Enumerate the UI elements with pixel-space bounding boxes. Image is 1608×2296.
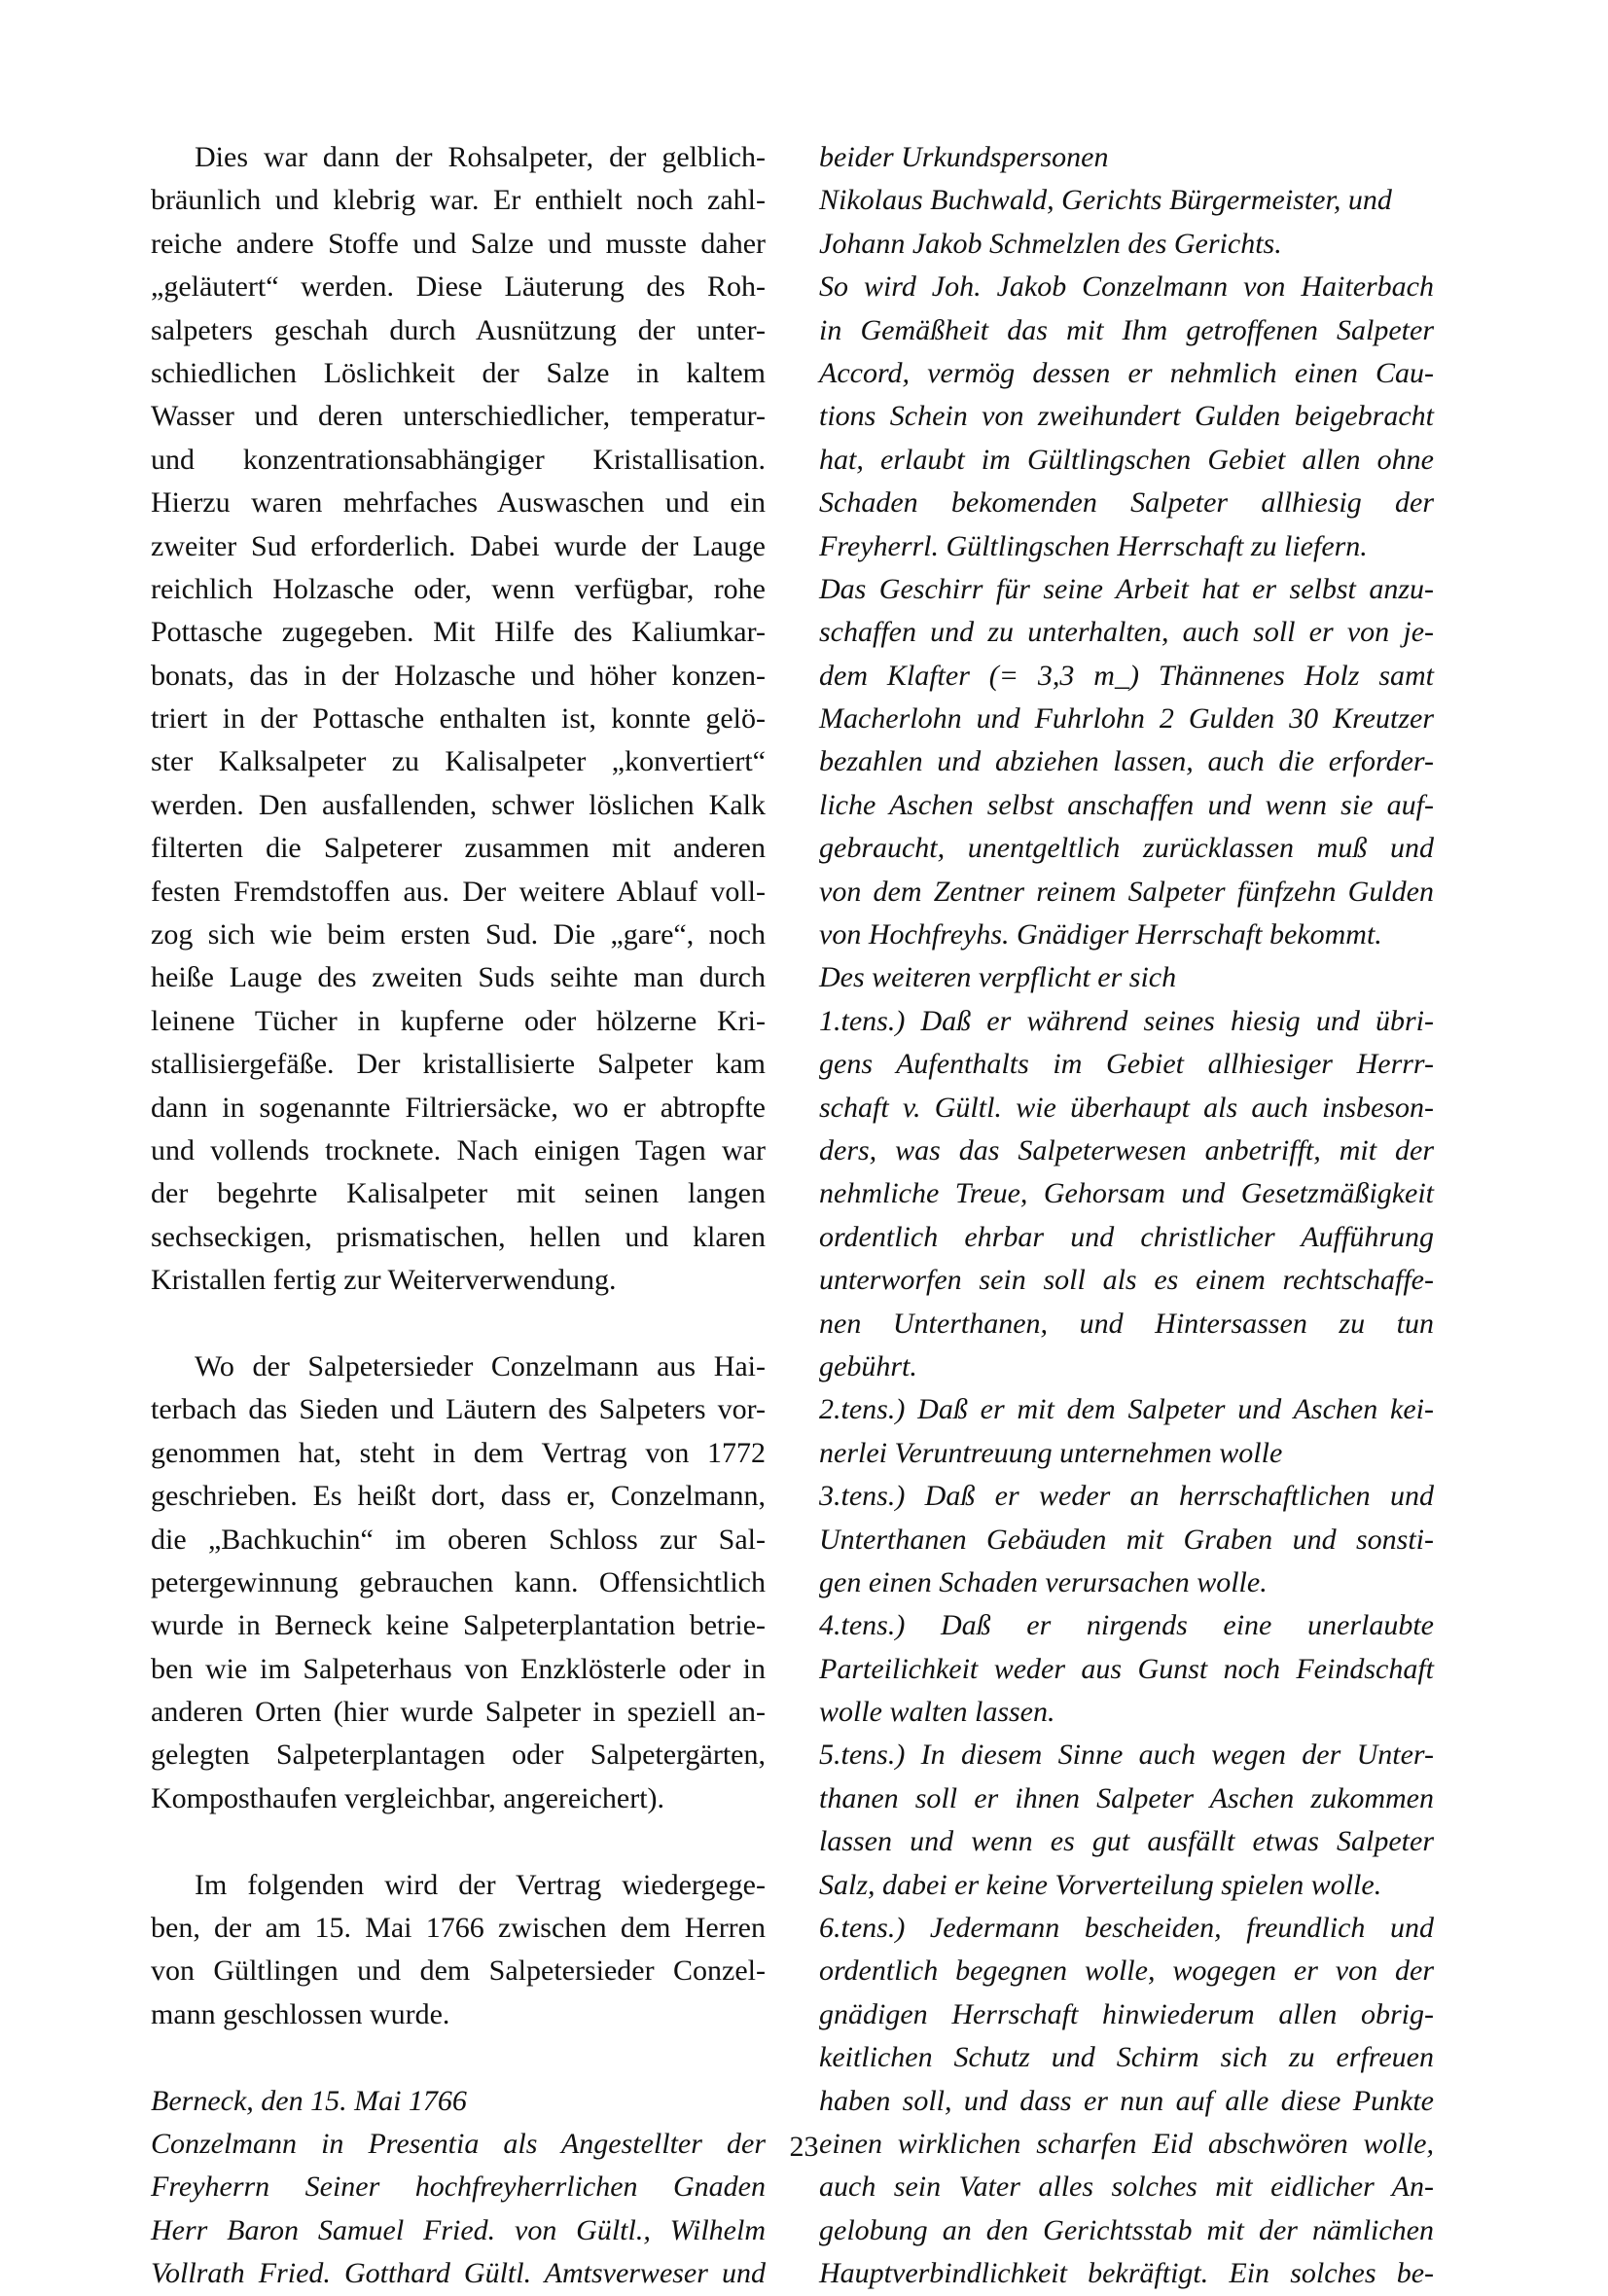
text-line: 3.tens.) Daß er weder an herrschaftlichen und (819, 1480, 1434, 1513)
text-line: petergewinnung gebrauchen kann. Offensichtlich (151, 1565, 766, 1598)
text-line: sechseckigen, prismatischen, hellen und klaren (151, 1220, 766, 1253)
text-line: gebührt. (819, 1349, 917, 1382)
text-line: keitlichen Schutz und Schirm sich zu erfreuen (819, 2041, 1434, 2074)
text-line: werden. Den ausfallenden, schwer löslichen Kalk (151, 788, 766, 821)
text-line: Dies war dann der Rohsalpeter, der gelblich- (195, 141, 766, 173)
text-line: gens Aufenthalts im Gebiet allhiesiger Herrr- (819, 1048, 1434, 1081)
text-line: zweiter Sud erforderlich. Dabei wurde der Lauge (151, 529, 766, 562)
text-line: unterworfen sein soll als es einem rechtschaffe- (819, 1264, 1434, 1297)
text-line: tions Schein von zweihundert Gulden beigebracht (819, 400, 1434, 433)
text-line: Accord, vermög dessen er nehmlich einen Cau- (819, 356, 1434, 389)
text-line: reichlich Holzasche oder, wenn verfügbar, rohe (151, 572, 766, 605)
text-line: gnädigen Herrschaft hinwiederum allen obrig- (819, 1997, 1434, 2030)
text-line: haben soll, und dass er nun auf alle diese Punkte (819, 2084, 1434, 2117)
text-line: filterten die Salpeterer zusammen mit anderen (151, 832, 766, 865)
paragraph-gap (151, 1303, 766, 1345)
text-line: salpeters geschah durch Ausnützung der unter- (151, 313, 766, 346)
text-line: Wasser und deren unterschiedlicher, temperatur- (151, 400, 766, 433)
paragraph-vertrag-intro (151, 1864, 766, 2037)
text-line: gen einen Schaden verursachen wolle. (819, 1565, 1268, 1598)
text-line: Conzelmann in Presentia als Angestellter der (151, 2127, 766, 2160)
text-line: Salz, dabei er keine Vorverteilung spielen wolle. (819, 1868, 1382, 1901)
text-line: nerlei Veruntreuung unternehmen wolle (819, 1436, 1283, 1469)
text-line: ordentlich begegnen wolle, wogegen er von der (819, 1955, 1434, 1988)
text-line: Herr Baron Samuel Fried. von Gültl., Wilhelm (151, 2213, 766, 2246)
text-line: von Hochfreyhs. Gnädiger Herrschaft bekommt. (819, 918, 1382, 951)
text-line: nehmliche Treue, Gehorsam und Gesetzmäßigkeit (819, 1177, 1434, 1210)
text-line: 2.tens.) Daß er mit dem Salpeter und Aschen kei- (819, 1393, 1434, 1426)
text-line: Johann Jakob Schmelzlen des Gerichts. (819, 227, 1282, 260)
text-line: gelegten Salpeterplantagen oder Salpetergärten, (151, 1739, 766, 1772)
text-line: Des weiteren verpflicht er sich (819, 961, 1177, 994)
text-line: „geläutert“ werden. Diese Läuterung des Roh- (151, 270, 766, 304)
text-line: bonats, das in der Holzasche und höher konzen- (151, 659, 766, 692)
text-line: die „Bachkuchin“ im oberen Schloss zur Sal- (151, 1523, 766, 1556)
text-line: Berneck, den 15. Mai 1766 (151, 2084, 467, 2117)
text-line: 5.tens.) In diesem Sinne auch wegen der Unter- (819, 1739, 1434, 1772)
text-line: in Gemäßheit das mit Ihm getroffenen Salpeter (819, 313, 1434, 346)
text-line: schaffen und zu unterhalten, auch soll er von je- (819, 616, 1434, 649)
text-line: liche Aschen selbst anschaffen und wenn sie auf- (819, 788, 1434, 821)
text-line: leinene Tücher in kupferne oder hölzerne Kri- (151, 1004, 766, 1037)
text-line: wolle walten lassen. (819, 1696, 1055, 1729)
text-line: einen wirklichen scharfen Eid abschwören wolle, (819, 2127, 1434, 2160)
text-line: schiedlichen Löslichkeit der Salze in kaltem (151, 356, 766, 389)
text-line: gelobung an den Gerichtsstab mit der nämlichen (819, 2213, 1434, 2246)
right-column (819, 136, 1434, 2296)
text-line: Freyherrl. Gültlingschen Herrschaft zu liefern. (819, 529, 1368, 562)
text-line: auch sein Vater alles solches mit eidlicher An- (819, 2170, 1434, 2204)
text-line: genommen hat, steht in dem Vertrag von 1772 (151, 1436, 766, 1469)
text-line: Vollrath Fried. Gotthard Gültl. Amtsverweser und (151, 2257, 766, 2290)
text-line: gebraucht, unentgeltlich zurücklassen muß und (819, 832, 1434, 865)
text-line: Unterthanen Gebäuden mit Graben und sonsti- (819, 1523, 1434, 1556)
text-line: bezahlen und abziehen lassen, auch die erforder- (819, 745, 1434, 778)
text-line: Im folgenden wird der Vertrag wiedergege- (195, 1868, 766, 1901)
text-line: lassen und wenn es gut ausfällt etwas Salpeter (819, 1825, 1434, 1858)
text-line: nen Unterthanen, und Hintersassen zu tun (819, 1307, 1434, 1340)
text-line: Nikolaus Buchwald, Gerichts Bürgermeister, und (819, 184, 1392, 217)
text-line: Freyherrn Seiner hochfreyherrlichen Gnaden (151, 2170, 766, 2204)
page-number: 23 (789, 2131, 819, 2163)
text-line: ben wie im Salpeterhaus von Enzklösterle oder in (151, 1652, 766, 1685)
text-line: geschrieben. Es heißt dort, dass er, Conzelmann, (151, 1480, 766, 1513)
text-line: Kristallen fertig zur Weiterverwendung. (151, 1264, 617, 1297)
text-line: Parteilichkeit weder aus Gunst noch Feindschaft (819, 1652, 1434, 1685)
text-line: anderen Orten (hier wurde Salpeter in speziell an- (151, 1696, 766, 1729)
text-line: reiche andere Stoffe und Salze und musste daher (151, 227, 766, 260)
text-line: 1.tens.) Daß er während seines hiesig und übri- (819, 1004, 1434, 1037)
text-line: zog sich wie beim ersten Sud. Die „gare“, noch (151, 918, 766, 951)
text-line: und konzentrationsabhängiger Kristallisation. (151, 443, 766, 476)
text-line: wurde in Berneck keine Salpeterplantation betrie- (151, 1609, 766, 1642)
text-line: terbach das Sieden und Läutern des Salpeters vor- (151, 1393, 766, 1426)
text-line: Macherlohn und Fuhrlohn 2 Gulden 30 Kreutzer (819, 702, 1434, 735)
text-line: Schaden bekomenden Salpeter allhiesig der (819, 486, 1434, 520)
text-line: Hauptverbindlichkeit bekräftigt. Ein solches be- (819, 2257, 1434, 2290)
text-line: Pottasche zugegeben. Mit Hilfe des Kaliumkar- (151, 616, 766, 649)
text-line: mann geschlossen wurde. (151, 1997, 450, 2030)
text-line: ordentlich ehrbar und christlicher Aufführung (819, 1220, 1434, 1253)
text-line: der begehrte Kalisalpeter mit seinen langen (151, 1177, 766, 1210)
text-line: von dem Zentner reinem Salpeter fünfzehn Gulden (819, 875, 1434, 908)
text-line: ster Kalksalpeter zu Kalisalpeter „konvertiert“ (151, 745, 766, 778)
contract-text-continued (819, 136, 1434, 2296)
text-line: von Gültlingen und dem Salpetersieder Conzel- (151, 1955, 766, 1988)
text-line: Wo der Salpetersieder Conzelmann aus Hai- (195, 1349, 766, 1382)
paragraph-bachkuchin (151, 1345, 766, 1820)
paragraph-gap (151, 1820, 766, 1863)
text-line: Hierzu waren mehrfaches Auswaschen und ein (151, 486, 766, 520)
text-line: 4.tens.) Daß er nirgends eine unerlaubte (819, 1609, 1434, 1642)
text-line: dann in sogenannte Filtriersäcke, wo er abtropfte (151, 1091, 766, 1124)
text-line: ben, der am 15. Mai 1766 zwischen dem Herren (151, 1912, 766, 1945)
text-line: hat, erlaubt im Gültlingschen Gebiet allen ohne (819, 443, 1434, 476)
text-line: Das Geschirr für seine Arbeit hat er selbst anzu- (819, 572, 1434, 605)
paragraph-gap (151, 2036, 766, 2079)
paragraph-rohsalpeter (151, 136, 766, 1303)
text-line: ders, was das Salpeterwesen anbetrifft, mit der (819, 1133, 1434, 1166)
contract-text-start (151, 2080, 766, 2296)
text-line: heiße Lauge des zweiten Suds seihte man durch (151, 961, 766, 994)
text-line: und vollends trocknete. Nach einigen Tagen war (151, 1133, 766, 1166)
text-line: triert in der Pottasche enthalten ist, konnte gelö- (151, 702, 766, 735)
text-line: stallisiergefäße. Der kristallisierte Salpeter kam (151, 1048, 766, 1081)
text-line: schaft v. Gültl. wie überhaupt als auch insbeson- (819, 1091, 1434, 1124)
text-line: bräunlich und klebrig war. Er enthielt noch zahl- (151, 184, 766, 217)
text-line: festen Fremdstoffen aus. Der weitere Ablauf voll- (151, 875, 766, 908)
left-column (151, 136, 766, 2296)
text-line: beider Urkundspersonen (819, 141, 1109, 173)
text-line: thanen soll er ihnen Salpeter Aschen zukommen (819, 1781, 1434, 1814)
text-line: Komposthaufen vergleichbar, angereichert). (151, 1781, 665, 1814)
text-line: So wird Joh. Jakob Conzelmann von Haiterbach (819, 270, 1434, 304)
text-line: dem Klafter (= 3,3 m_) Thännenes Holz samt (819, 659, 1434, 692)
text-line: 6.tens.) Jedermann bescheiden, freundlich und (819, 1912, 1434, 1945)
